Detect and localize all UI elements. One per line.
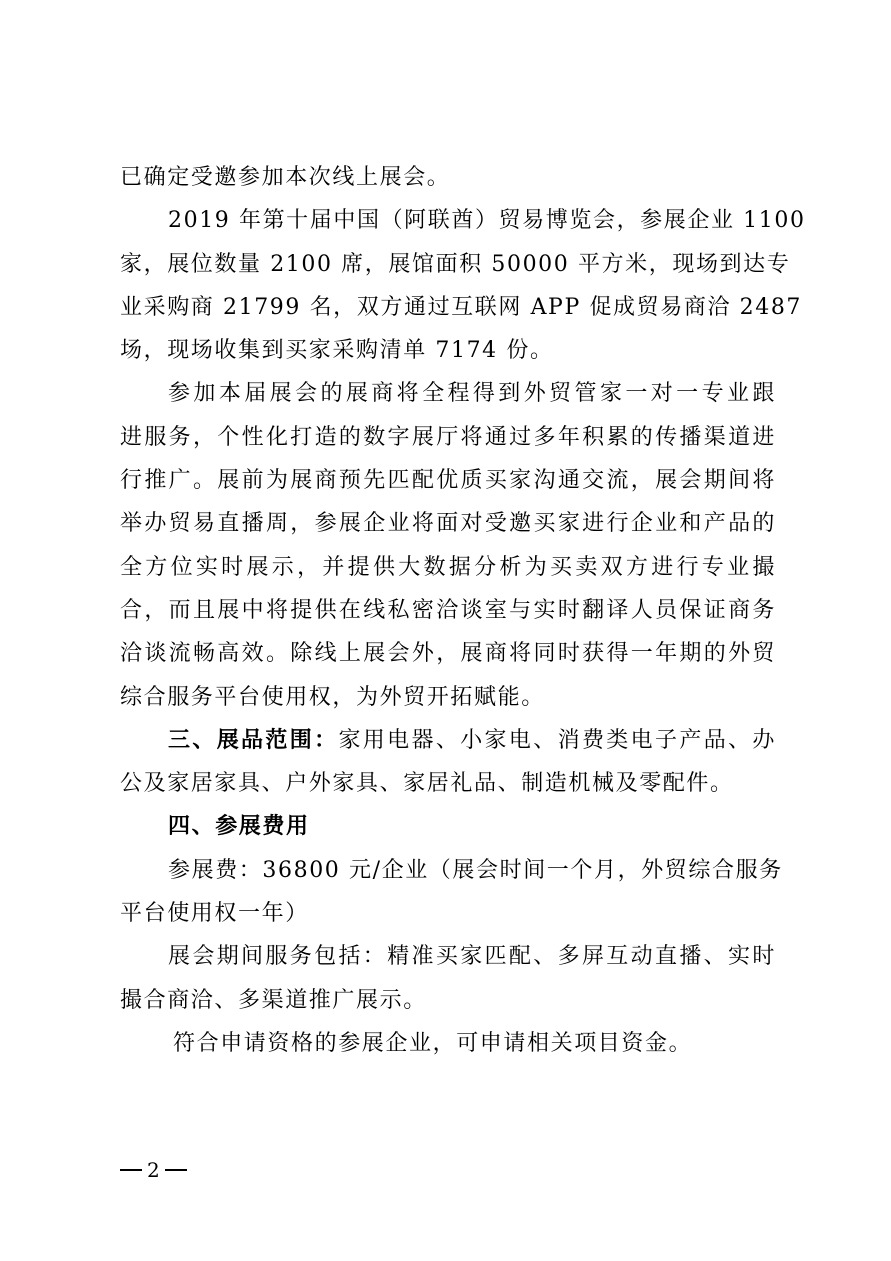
footer-dash-right	[165, 1169, 187, 1171]
paragraph-line: 洽谈流畅高效。除线上展会外，展商将同时获得一年期的外贸	[120, 641, 776, 667]
paragraph-line: 举办贸易直播周，参展企业将面对受邀买家进行企业和产品的	[120, 511, 776, 537]
footer-dash-left	[120, 1169, 142, 1171]
section-3-heading: 三、展品范围：	[168, 727, 339, 753]
service-line-2: 撮合商洽、多渠道推广展示。	[120, 987, 427, 1013]
paragraph-line: 合，而且展中将提供在线私密洽谈室与实时翻译人员保证商务	[120, 597, 776, 623]
section-3-line	[120, 719, 776, 762]
paragraph-line: 已确定受邀参加本次线上展会。	[120, 165, 451, 190]
paragraph-line: 业采购商 21799 名，双方通过互联网 APP 促成贸易商洽 2487	[120, 294, 803, 320]
page-footer	[120, 1156, 187, 1182]
fee-line-2: 平台使用权一年）	[120, 901, 309, 927]
section-3-text: 家用电器、小家电、消费类电子产品、办	[338, 727, 776, 753]
service-line: 展会期间服务包括：精准买家匹配、多屏互动直播、实时	[168, 944, 776, 970]
paragraph-line: 全方位实时展示，并提供大数据分析为买卖双方进行专业撮	[120, 554, 776, 580]
document-body	[120, 156, 806, 1065]
paragraph-line: 行推广。展前为展商预先匹配优质买家沟通交流，展会期间将	[120, 468, 776, 494]
page-number: 2	[147, 1157, 160, 1182]
section-4-heading: 四、参展费用	[168, 814, 310, 840]
paragraph-line: 场，现场收集到买家采购清单 7174 份。	[120, 338, 554, 364]
paragraph-line: 2019 年第十届中国（阿联酋）贸易博览会，参展企业 1100	[168, 208, 806, 234]
paragraph-line: 家，展位数量 2100 席，展馆面积 50000 平方米，现场到达专	[120, 251, 791, 277]
paragraph-line: 进服务，个性化打造的数字展厅将通过多年积累的传播渠道进	[120, 424, 776, 450]
funding-line: 符合申请资格的参展企业，可申请相关项目资金。	[173, 1030, 693, 1056]
section-3-line-2: 公及家居家具、户外家具、家居礼品、制造机械及零配件。	[120, 771, 734, 797]
paragraph-line: 参加本届展会的展商将全程得到外贸管家一对一专业跟	[168, 381, 776, 407]
fee-line: 参展费：36800 元/企业（展会时间一个月，外贸综合服务	[168, 857, 783, 883]
paragraph-line: 综合服务平台使用权，为外贸开拓赋能。	[120, 684, 545, 710]
